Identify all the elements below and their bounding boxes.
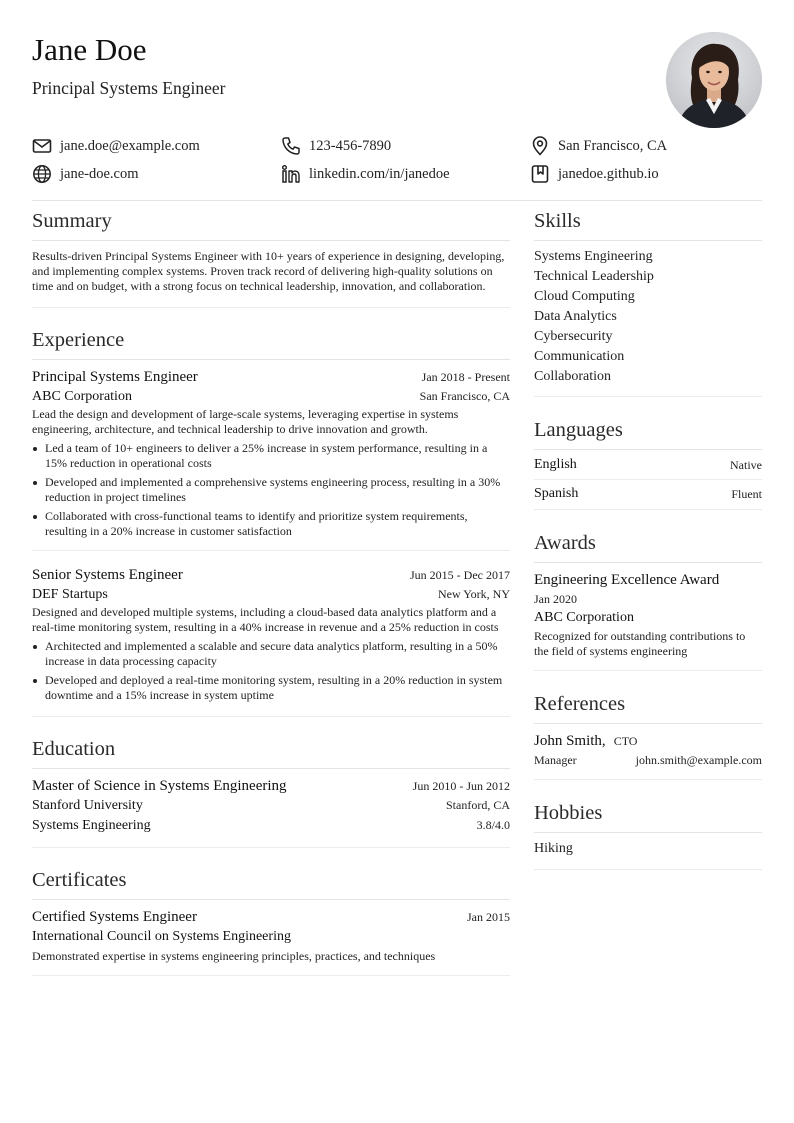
company-name: ABC Corporation <box>32 389 132 404</box>
skill-item: Collaboration <box>534 369 611 384</box>
job-title: Senior Systems Engineer <box>32 567 183 583</box>
award-issuer: ABC Corporation <box>534 610 634 625</box>
section-title-languages: Languages <box>534 409 762 450</box>
reference-email[interactable]: john.smith@example.com <box>635 753 762 767</box>
language-row <box>534 480 762 508</box>
profile-photo <box>666 32 762 128</box>
company-name: DEF Startups <box>32 587 108 602</box>
linkedin-text: linkedin.com/in/janedoe <box>309 165 450 182</box>
summary-section <box>32 200 510 308</box>
certificate-name: Certified Systems Engineer <box>32 909 197 925</box>
achievement-list <box>32 639 510 703</box>
contact-linkedin[interactable] <box>281 162 450 186</box>
website-text: jane-doe.com <box>60 165 139 182</box>
certificates-section <box>32 859 510 976</box>
section-title-education: Education <box>32 728 510 769</box>
map-pin-icon <box>530 136 550 156</box>
job-dates: Jan 2018 - Present <box>421 370 510 384</box>
achievement-item: Architected and implemented a scalable and secure data analytics platform, resulting in a 50% increase in data processing capacity <box>32 639 510 669</box>
section-title-experience: Experience <box>32 319 510 360</box>
main-column <box>32 200 510 976</box>
certificate-issuer: International Council on Systems Engineering <box>32 929 291 944</box>
contact-location <box>530 134 667 158</box>
language-name: Spanish <box>534 486 579 501</box>
reference-position: CTO <box>613 734 638 748</box>
degree-name: Master of Science in Systems Engineering <box>32 778 287 794</box>
achievement-item: Developed and implemented a comprehensive systems engineering process, resulting in a 30% reduction in project timelines <box>32 475 510 505</box>
experience-section <box>32 319 510 717</box>
gpa: 3.8/4.0 <box>476 818 510 832</box>
skill-item: Cybersecurity <box>534 329 613 344</box>
contact-github[interactable] <box>530 162 659 186</box>
contact-bar <box>32 134 762 190</box>
job-location: New York, NY <box>437 587 510 601</box>
github-text: janedoe.github.io <box>558 165 659 182</box>
achievement-list <box>32 441 510 539</box>
section-title-skills: Skills <box>534 200 762 241</box>
hobby-item: Hiking <box>534 841 573 856</box>
award-date: Jan 2020 <box>534 592 577 606</box>
achievement-item: Developed and deployed a real-time monitoring system, resulting in a 20% reduction in system downtime and a 15% increase in system uptime <box>32 673 510 703</box>
phone-text: 123-456-7890 <box>309 137 392 154</box>
reference-name: John Smith, <box>534 733 606 749</box>
section-title-hobbies: Hobbies <box>534 792 762 833</box>
hobbies-section <box>534 792 762 870</box>
job-dates: Jun 2015 - Dec 2017 <box>410 568 510 582</box>
language-row <box>534 451 762 480</box>
certificate-description: Demonstrated expertise in systems engineering principles, practices, and techniques <box>32 949 436 963</box>
job-title: Principal Systems Engineer <box>32 369 198 385</box>
contact-phone[interactable] <box>281 134 391 158</box>
contact-email[interactable] <box>32 134 200 158</box>
skill-item: Technical Leadership <box>534 269 654 284</box>
education-dates: Jun 2010 - Jun 2012 <box>412 779 510 793</box>
language-name: English <box>534 457 577 472</box>
school-location: Stanford, CA <box>446 798 510 812</box>
award-name: Engineering Excellence Award <box>534 572 720 588</box>
job-location: San Francisco, CA <box>419 389 510 403</box>
candidate-title: Principal Systems Engineer <box>32 78 226 98</box>
field-of-study: Systems Engineering <box>32 818 151 833</box>
reference-relation: Manager <box>534 753 577 767</box>
contact-website[interactable] <box>32 162 139 186</box>
section-title-awards: Awards <box>534 522 762 563</box>
skills-section <box>534 200 762 397</box>
school-name: Stanford University <box>32 798 143 813</box>
job-description: Lead the design and development of large-scale systems, leveraging expertise in systems engineering, architecture, and technical leadership to drive innovation and growth. <box>32 407 459 436</box>
email-text: jane.doe@example.com <box>60 137 200 154</box>
skill-item: Data Analytics <box>534 309 617 324</box>
awards-section <box>534 522 762 671</box>
experience-item <box>32 367 510 551</box>
education-section <box>32 728 510 848</box>
certificate-date: Jan 2015 <box>467 910 510 924</box>
section-title-summary: Summary <box>32 200 510 241</box>
sidebar-column <box>534 200 762 870</box>
globe-icon <box>32 164 52 184</box>
award-description: Recognized for outstanding contributions to the field of systems engineering <box>534 629 746 658</box>
linkedin-icon <box>281 164 301 184</box>
summary-text: Results-driven Principal Systems Engineer with 10+ years of experience in designing, developing, and implementing complex systems. Proven track record of delivering high-quality solutions on time and on budget, with a strong focus on technical leadership, innovation, and collaboration. <box>32 249 505 293</box>
achievement-item: Led a team of 10+ engineers to deliver a 25% increase in system performance, resulting in a 15% reduction in operational costs <box>32 441 510 471</box>
section-title-certificates: Certificates <box>32 859 510 900</box>
language-level: Native <box>730 458 762 472</box>
language-level: Fluent <box>731 487 762 501</box>
languages-section <box>534 409 762 510</box>
candidate-name: Jane Doe <box>32 32 147 67</box>
experience-item <box>32 565 510 716</box>
mail-icon <box>32 136 52 156</box>
phone-icon <box>281 136 301 156</box>
achievement-item: Collaborated with cross-functional teams to identify and prioritize system requirements, resulting in a 20% increase in customer satisfaction <box>32 509 510 539</box>
job-description: Designed and developed multiple systems, including a cloud-based data analytics platform and a real-time monitoring system, resulting in a 40% increase in revenue and a 25% reduction in costs <box>32 605 499 634</box>
skill-item: Systems Engineering <box>534 249 653 264</box>
skill-item: Communication <box>534 349 625 364</box>
location-text: San Francisco, CA <box>558 137 668 154</box>
skills-list <box>534 247 762 387</box>
references-section <box>534 683 762 780</box>
section-title-references: References <box>534 683 762 724</box>
bookmark-icon <box>530 164 550 184</box>
skill-item: Cloud Computing <box>534 289 635 304</box>
